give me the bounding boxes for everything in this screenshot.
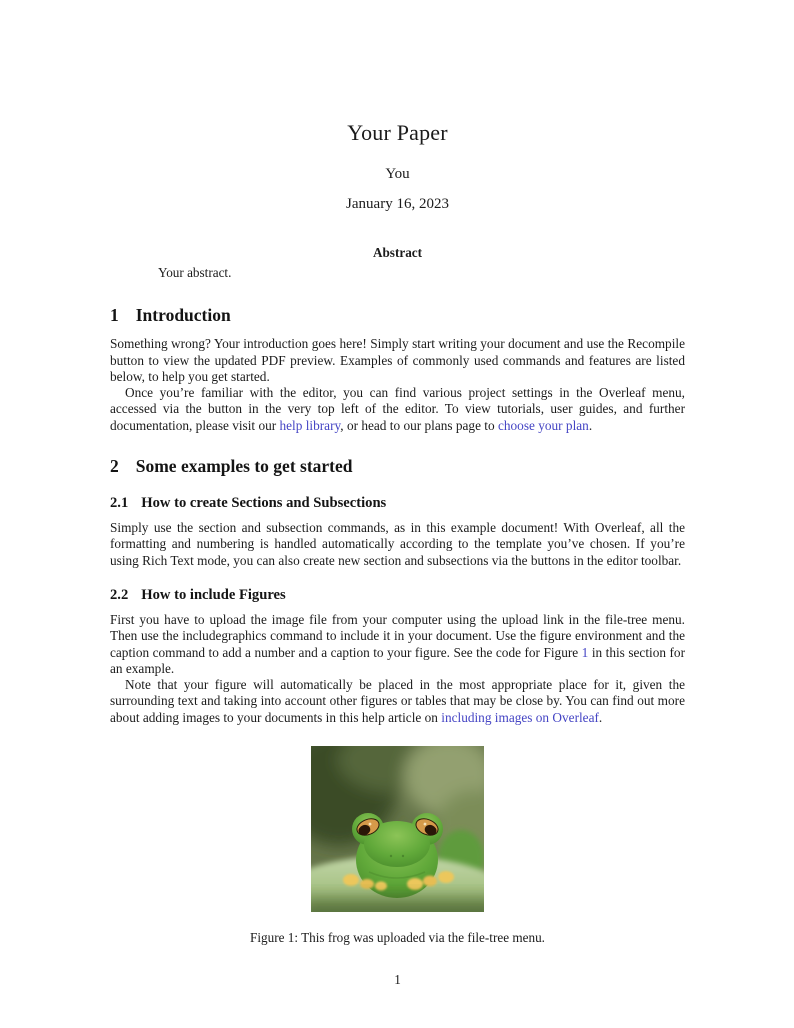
section-1-heading: [110, 305, 685, 326]
help-library-link[interactable]: help library: [279, 417, 341, 433]
frog-photo: [311, 746, 484, 912]
section-1-number: 1: [110, 305, 119, 326]
figure-ref-link[interactable]: 1: [581, 644, 589, 660]
figures-paragraph-1: [110, 612, 685, 677]
section-2-1-number: 2.1: [110, 495, 129, 512]
text-run: , or head to our plans page to: [340, 417, 498, 433]
figure-1: [311, 746, 484, 912]
section-2-1-title: How to create Sections and Subsections: [141, 495, 387, 512]
figure-caption: Figure 1: This frog was uploaded via the file-tree menu.: [250, 930, 545, 946]
section-2-2-heading: [110, 587, 685, 604]
paper-author: You: [385, 166, 410, 182]
intro-paragraph-1: Something wrong? Your introduction goes here! Simply start writing your document and use the Recompile button to view the updated PDF preview. Examples of commonly used commands and features are listed below, to help you get started.: [110, 336, 685, 384]
page-number: 1: [394, 972, 401, 988]
text-run: First you have to upload the image file from your computer using the upload link in the file-tree menu. Then use the includegraphics command to include it in your document. Use the figure environment and the caption command to add a number and a caption to your figure. See the code for Figure: [110, 611, 685, 660]
section-2-2-number: 2.2: [110, 586, 129, 603]
choose-your-plan-link[interactable]: choose your plan: [497, 417, 589, 433]
paper-date: January 16, 2023: [346, 196, 449, 212]
abstract-text: Your abstract.: [158, 265, 232, 280]
section-2-title: Some examples to get started: [135, 456, 353, 477]
intro-paragraph-2: [110, 385, 685, 434]
text-run: Note that your figure will automatically be placed in the most appropriate place for it, given the surrounding text and taking into account other figures or tables that may be close by. You can find out more about adding images to your documents in this help article on: [110, 677, 685, 725]
section-2-1-heading: [110, 495, 685, 512]
section-2-2-title: How to include Figures: [141, 586, 286, 603]
text-run: in this section for an example.: [110, 644, 685, 676]
section-2-heading: [110, 456, 685, 477]
text-run: .: [598, 709, 603, 725]
figures-paragraph-2: [110, 677, 685, 726]
abstract-heading: Abstract: [372, 245, 423, 260]
section-1-title: Introduction: [135, 305, 231, 326]
including-images-link[interactable]: including images on Overleaf: [441, 709, 599, 725]
paper-title: Your Paper: [347, 120, 448, 145]
text-run: .: [588, 417, 593, 433]
section-2-number: 2: [110, 456, 119, 477]
subsections-paragraph: Simply use the section and subsection commands, as in this example document! With Overleaf, all the formatting and numbering is handled automatically according to the template you’ve chosen. If you’re using Rich Text mode, you can also create new section and subsections via the buttons in the editor toolbar.: [110, 520, 685, 568]
text-run: Once you’re familiar with the editor, you can find various project settings in the Overleaf menu, accessed via the button in the very top left of the editor. To view tutorials, user guides, and further documentation, please visit our: [110, 385, 685, 433]
